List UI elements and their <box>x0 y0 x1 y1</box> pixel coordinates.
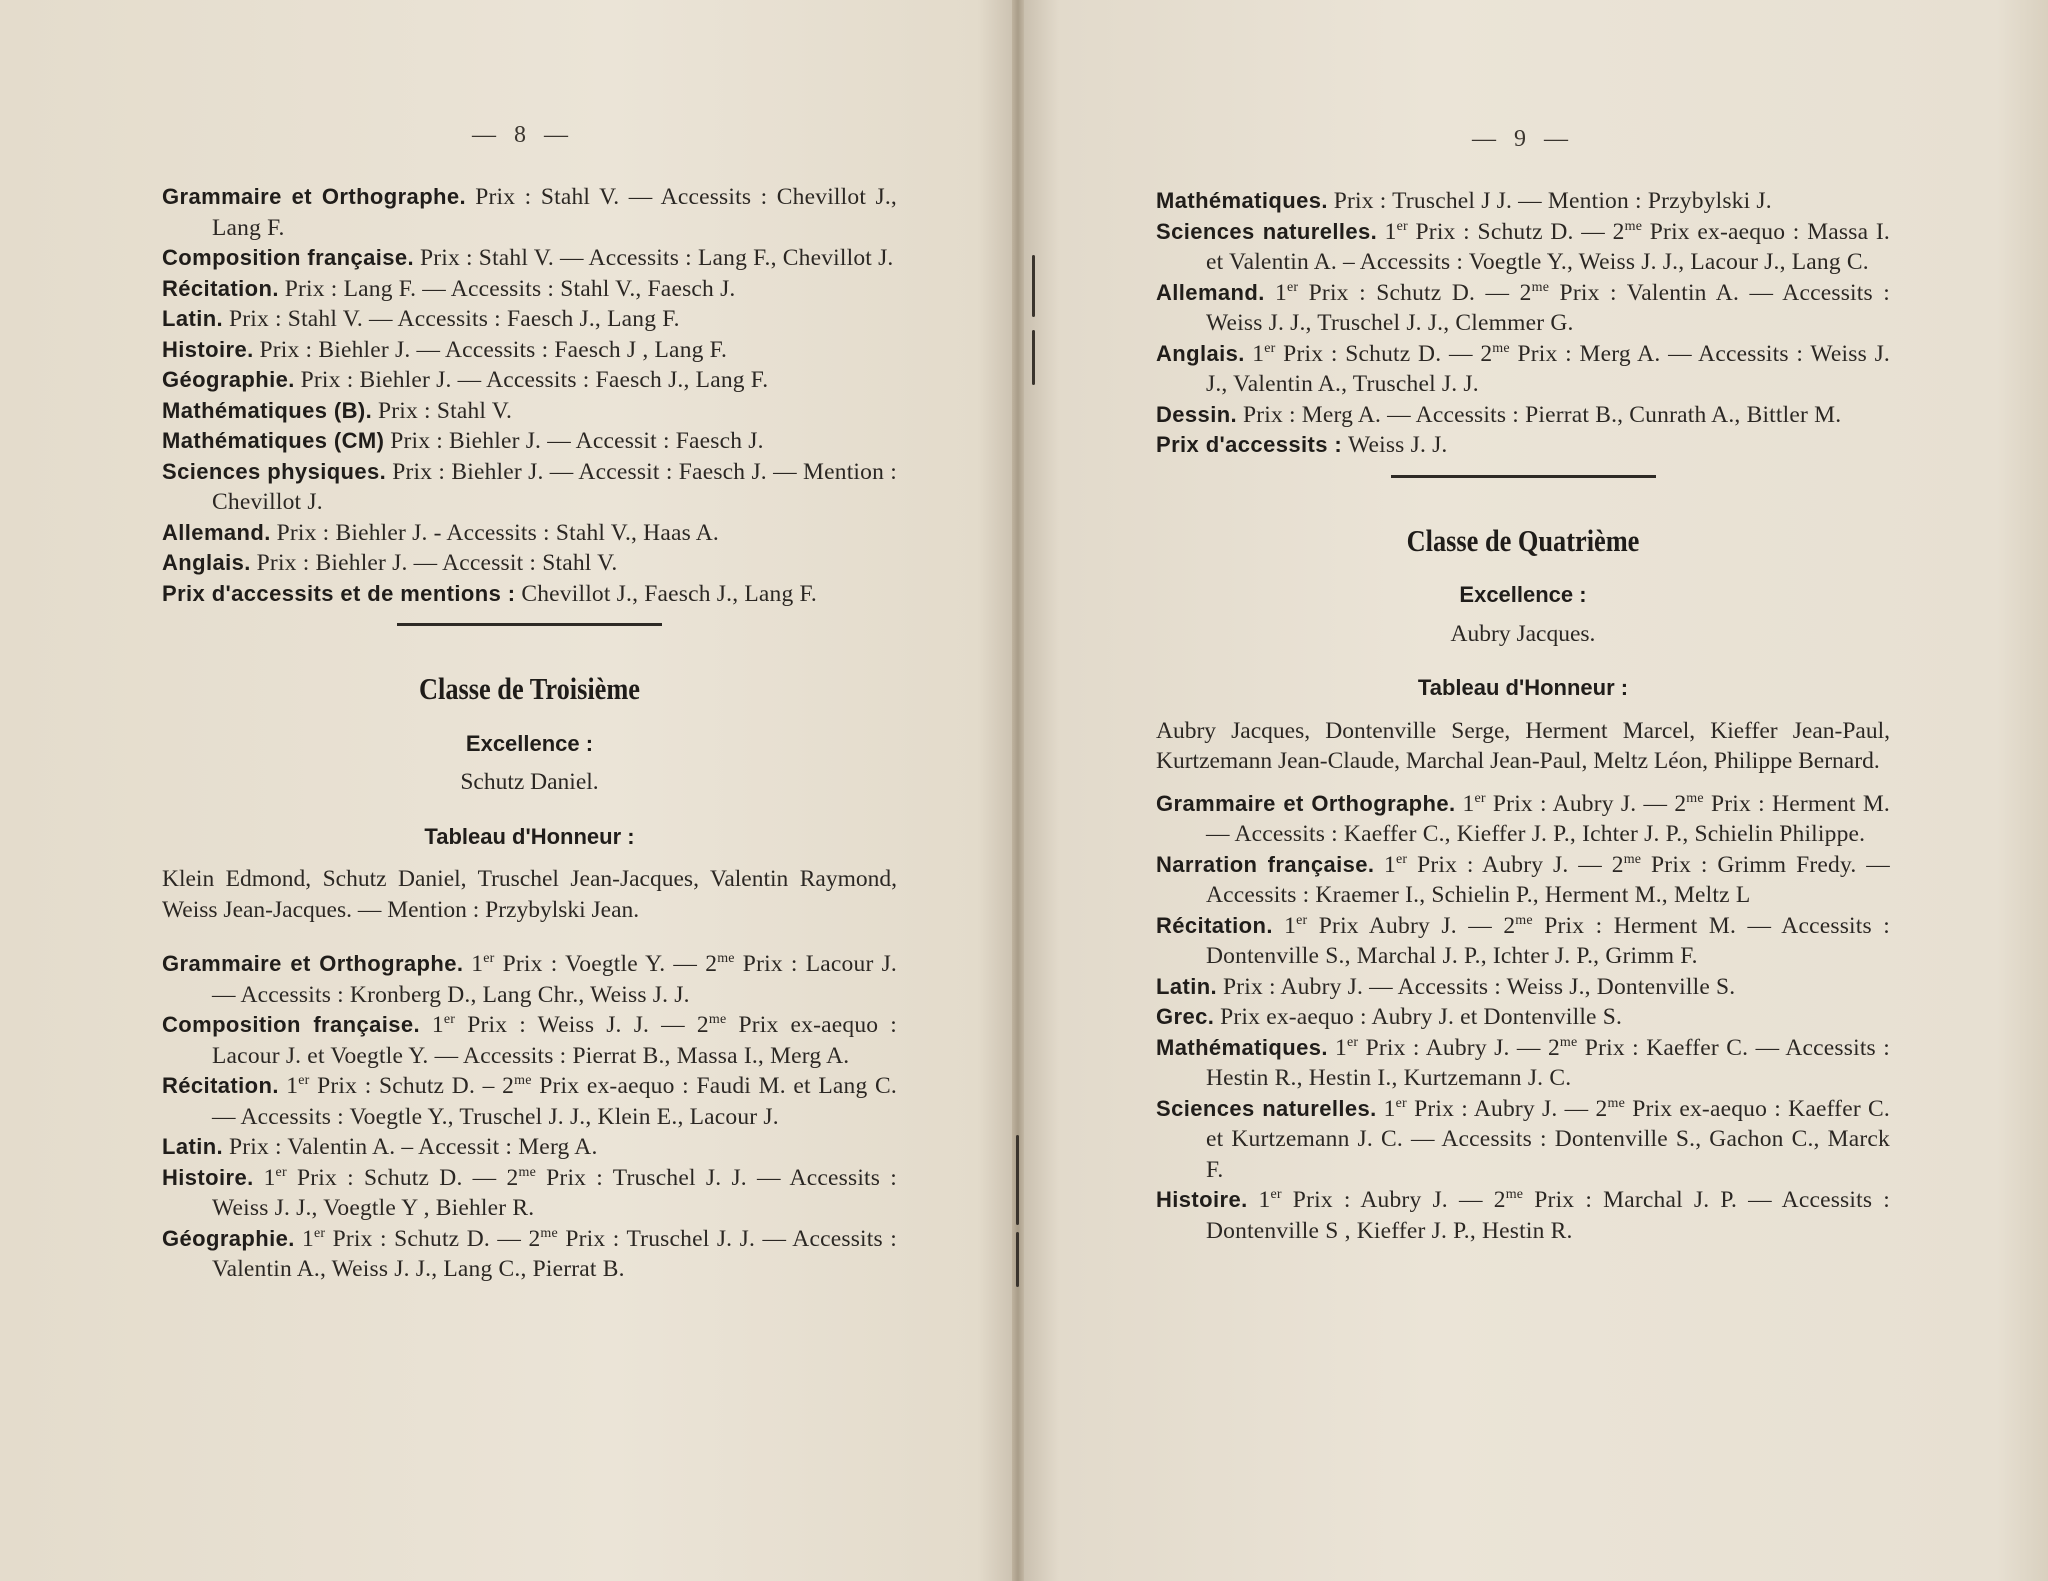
subject-label: Mathématiques. <box>1156 188 1328 213</box>
excellence-name: Aubry Jacques. <box>1450 620 1596 647</box>
prize-entry <box>162 396 897 427</box>
subject-label: Narration française. <box>1156 851 1375 877</box>
subject-label: Composition française. <box>162 1012 421 1037</box>
excellence-name: Schutz Daniel. <box>460 769 599 795</box>
subject-label: Anglais. <box>1156 340 1245 366</box>
subject-label: Géographie. <box>162 1225 295 1251</box>
subject-label: Allemand. <box>1156 279 1265 305</box>
prize-text: 1er Prix : Aubry J. — $2^{me}$ Prix : Kaeffer C. — Accessits : Hestin R., Hestin I., Kurtzemann J. C. <box>1206 1034 1890 1091</box>
prize-entry <box>162 1224 897 1285</box>
subject-label: Prix d'accessits et de mentions : <box>162 580 516 606</box>
binding-stitch <box>1016 1232 1019 1287</box>
prize-entry <box>1156 217 1890 278</box>
prize-entry <box>162 365 897 396</box>
prize-entry <box>162 1132 897 1163</box>
prize-entry <box>1156 850 1890 911</box>
subject-label: Sciences naturelles. <box>1156 218 1378 244</box>
prize-text: 1er Prix : Aubry J. — $2^{me}$ Prix : Grimm Fredy. — Accessits : Kraemer I., Schielin P., Herment M., Meltz L <box>1206 851 1890 908</box>
binding-stitch <box>1032 330 1035 385</box>
subject-label: Récitation. <box>162 275 279 301</box>
prize-text: Prix : Stahl V. — Accessits : Faesch J., Lang F. <box>228 306 680 332</box>
prize-text: Prix : Valentin A. – Accessit : Merg A. <box>228 1134 598 1160</box>
page-number: — 9 — <box>1472 126 1574 152</box>
binding-stitch <box>1016 1135 1019 1225</box>
subject-label: Grammaire et Orthographe. <box>162 951 464 976</box>
subject-label: Sciences naturelles. <box>1156 1095 1377 1121</box>
prize-entry <box>162 335 897 366</box>
prize-entry <box>162 518 897 549</box>
prize-list-top <box>162 182 897 609</box>
prize-text: 1er Prix : Weiss J. J. — $2^{me}$ Prix ex-aequo : Lacour J. et Voegtle Y. — Accessits : Pierrat B., Massa I., Merg A. <box>212 1012 898 1069</box>
honneur-list: Aubry Jacques, Dontenville Serge, Herment Marcel, Kieffer Jean-Paul, Kurtzemann Jean-Claude, Marchal Jean-Paul, Meltz Léon, Philippe Bernard. <box>1156 717 1890 774</box>
prize-text: Prix : Biehler J. — Accessit : Faesch J. <box>390 428 764 454</box>
subject-label: Mathématiques. <box>1156 1034 1328 1060</box>
prize-entry <box>162 1071 897 1132</box>
prize-text: 1er Prix : Schutz D. — $2^{me}$ Prix ex-aequo : Massa I. et Valentin A. – Accessits : Voegtle Y., Weiss J. J., Lacour J., Lang C. <box>1206 218 1891 275</box>
prize-text: 1er Prix : Aubry J. — $2^{me}$ Prix : Marchal J. P. — Accessits : Dontenville S , Kieffer J. P., Hestin R. <box>1206 1187 1891 1244</box>
separator-rule <box>1391 475 1656 478</box>
prize-text: Prix : Stahl V. <box>377 397 513 424</box>
class-title: Classe de Troisième <box>418 671 641 706</box>
prize-text: 1er Prix : Schutz D. – $2^{me}$ Prix ex-aequo : Faudi M. et Lang C. — Accessits : Voegtle Y., Truschel J. J., Klein E., Lacour J. <box>212 1073 897 1130</box>
prize-entry <box>1156 911 1890 972</box>
binding-stitch <box>1032 255 1035 317</box>
subject-label: Sciences physiques. <box>162 458 387 484</box>
prize-entry <box>162 182 897 243</box>
prize-text: 1er Prix : Schutz D. — $2^{me}$ Prix : Merg A. — Accessits : Weiss J. J., Valentin A., Truschel J. J. <box>1206 340 1891 397</box>
prize-entry <box>162 426 897 457</box>
excellence-heading: Excellence : <box>465 730 594 756</box>
prize-text: Prix : Biehler J. — Accessits : Faesch J , Lang F. <box>259 336 728 363</box>
prize-entry <box>162 274 897 305</box>
prize-text: 1er Prix : Schutz D. — $2^{me}$ Prix : Valentin A. — Accessits : Weiss J. J., Truschel J. J., Clemmer G. <box>1206 279 1891 336</box>
subject-label: Latin. <box>162 306 224 331</box>
prize-entry <box>162 548 897 579</box>
subject-label: Grammaire et Orthographe. <box>162 184 467 209</box>
subject-label: Grammaire et Orthographe. <box>1156 790 1456 816</box>
subject-label: Composition française. <box>162 245 415 270</box>
spacer <box>162 925 897 949</box>
honneur-heading: Tableau d'Honneur : <box>424 823 635 849</box>
book-gutter <box>1012 0 1024 1581</box>
subject-label: Anglais. <box>162 550 251 575</box>
prize-entry <box>1156 186 1890 217</box>
prize-text: Prix : Merg A. — Accessits : Pierrat B., Cunrath A., Bittler M. <box>1242 401 1842 428</box>
prize-entry <box>1156 339 1890 400</box>
prize-entry <box>162 579 897 610</box>
left-column <box>162 182 897 1285</box>
prize-entry <box>1156 400 1890 431</box>
subject-label: Mathématiques (CM) <box>162 428 385 453</box>
prize-text: 1er Prix : Schutz D. — $2^{me}$ Prix : Truschel J. J. — Accessits : Weiss J. J., Voegtle Y , Biehler R. <box>212 1164 897 1221</box>
subject-label: Récitation. <box>162 1073 279 1098</box>
prize-entry <box>162 1163 897 1224</box>
prize-entry <box>1156 1002 1890 1033</box>
prize-entry <box>162 457 897 518</box>
prize-text: 1er Prix Aubry J. — $2^{me}$ Prix : Herment M. — Accessits : Dontenville S., Marchal J. P., Ichter J. P., Grimm F. <box>1206 912 1891 969</box>
prize-list-bottom <box>1156 789 1890 1247</box>
prize-text: 1er Prix : Aubry J. — $2^{me}$ Prix ex-aequo : Kaeffer C. et Kurtzemann J. C. — Accessits : Dontenville S., Gachon C., Marck F. <box>1206 1095 1890 1183</box>
prize-entry <box>162 304 897 335</box>
prize-text: 1er Prix : Voegtle Y. — $2^{me}$ Prix : Lacour J. — Accessits : Kronberg D., Lang Chr., Weiss J. J. <box>212 951 897 1008</box>
subject-label: Histoire. <box>162 1164 254 1190</box>
subject-label: Mathématiques (B). <box>162 397 373 423</box>
left-page <box>0 0 1018 1581</box>
subject-label: Prix d'accessits : <box>1156 432 1343 457</box>
prize-text: Prix : Stahl V. — Accessits : Lang F., Chevillot J. <box>419 245 894 271</box>
prize-entry <box>1156 1033 1890 1094</box>
subject-label: Histoire. <box>162 336 254 362</box>
page-number: — 8 — <box>472 122 574 148</box>
prize-entry <box>1156 1094 1890 1186</box>
prize-text: Prix : Lang F. — Accessits : Stahl V., Faesch J. <box>284 275 736 302</box>
prize-text: Prix : Aubry J. — Accessits : Weiss J., Dontenville S. <box>1222 973 1736 1000</box>
spacer <box>1156 777 1890 789</box>
subject-label: Grec. <box>1156 1004 1215 1029</box>
subject-label: Histoire. <box>1156 1187 1248 1212</box>
prize-entry <box>1156 789 1890 850</box>
prize-entry <box>162 949 897 1010</box>
prize-text: Chevillot J., Faesch J., Lang F. <box>521 580 817 607</box>
prize-entry <box>1156 1185 1890 1246</box>
prize-text: 1er Prix : Schutz D. — $2^{me}$ Prix : Truschel J. J. — Accessits : Valentin A., Weiss J. J., Lang C., Pierrat B. <box>212 1225 897 1282</box>
excellence-heading: Excellence : <box>1459 582 1587 607</box>
prize-text: Prix ex-aequo : Aubry J. et Dontenville S. <box>1220 1004 1623 1030</box>
prize-entry <box>1156 278 1890 339</box>
prize-entry <box>162 243 897 274</box>
prize-text: Prix : Truschel J J. — Mention : Przybylski J. <box>1333 188 1772 214</box>
prize-text: Prix : Biehler J. — Accessits : Faesch J., Lang F. <box>300 367 769 393</box>
honneur-list: Klein Edmond, Schutz Daniel, Truschel Jean-Jacques, Valentin Raymond, Weiss Jean-Jacques. — Mention : Przybylski Jean. <box>162 866 897 923</box>
honneur-heading: Tableau d'Honneur : <box>1417 675 1629 700</box>
prize-text: Prix : Biehler J. — Accessit : Faesch J. — Mention : Chevillot J. <box>212 458 898 515</box>
prize-text: Prix : Biehler J. — Accessit : Stahl V. <box>256 550 618 576</box>
prize-entry <box>162 1010 897 1071</box>
prize-list-bottom <box>162 949 897 1285</box>
subject-label: Latin. <box>162 1134 224 1159</box>
subject-label: Dessin. <box>1156 401 1238 427</box>
prize-text: Prix : Stahl V. — Accessits : Chevillot J., Lang F. <box>212 184 897 241</box>
subject-label: Allemand. <box>162 519 271 545</box>
prize-entry <box>1156 972 1890 1003</box>
prize-list-top <box>1156 186 1890 461</box>
right-column <box>1156 186 1890 1246</box>
prize-text: Weiss J. J. <box>1347 432 1448 458</box>
prize-text: Prix : Biehler J. - Accessits : Stahl V., Haas A. <box>276 519 719 546</box>
subject-label: Récitation. <box>1156 912 1273 938</box>
class-title: Classe de Quatrième <box>1406 522 1640 558</box>
subject-label: Géographie. <box>162 367 295 392</box>
separator-rule <box>397 623 662 626</box>
prize-entry <box>1156 430 1890 461</box>
prize-text: 1er Prix : Aubry J. — $2^{me}$ Prix : Herment M. — Accessits : Kaeffer C., Kieffer J. P., Ichter J. P., Schielin Philippe. <box>1206 790 1890 847</box>
subject-label: Latin. <box>1156 973 1218 999</box>
